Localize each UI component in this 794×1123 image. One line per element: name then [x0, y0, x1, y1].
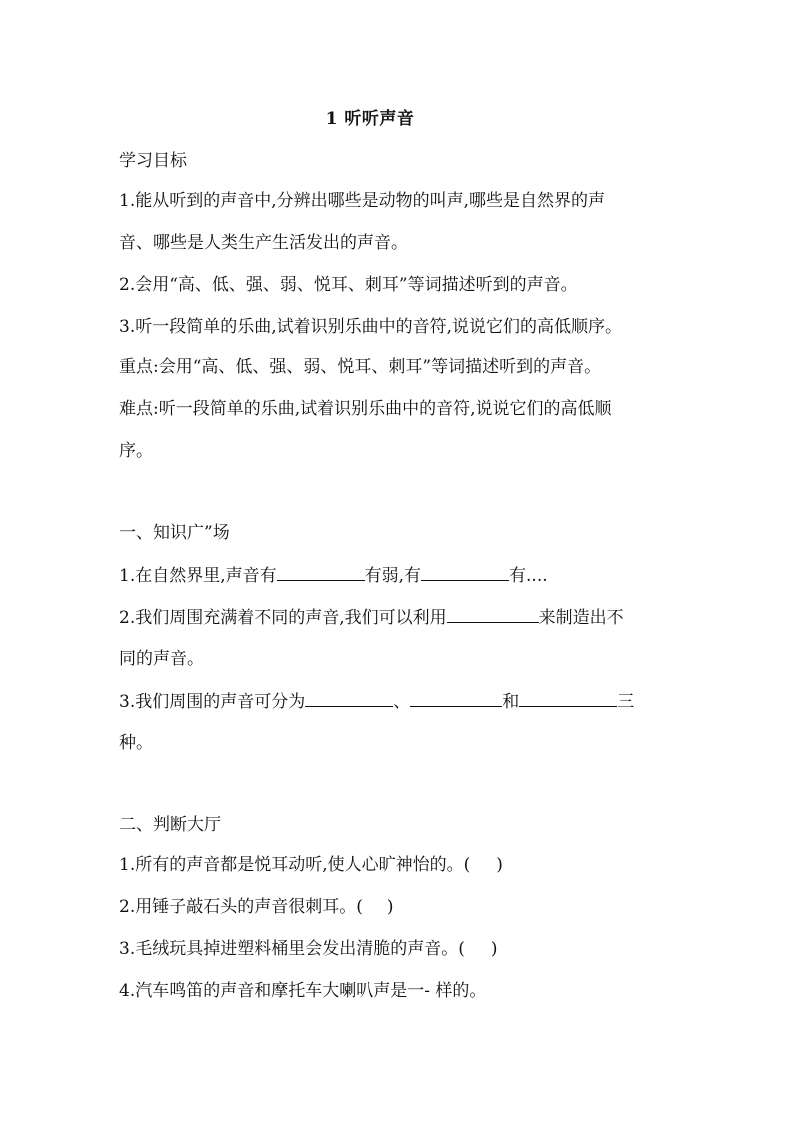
answer-blank[interactable]: [421, 564, 509, 581]
difficulty-line-1: 难点:听一段简单的乐曲,试着识别乐曲中的音符,说说它们的高低顺: [119, 399, 612, 419]
section-2-question-1: [119, 854, 503, 876]
judge-q1-text: 1.所有的声音都是悦耳动听,使人心旷神怡的。(: [119, 855, 471, 875]
difficulty-line-2: 序。: [119, 441, 153, 461]
objective-3: 3.听一段简单的乐曲,试着识别乐曲中的音符,说说它们的高低顺序。: [119, 317, 623, 337]
q3-text-d: 三: [617, 692, 635, 712]
judge-q3-text: 3.毛绒玩具掉进塑料桶里会发出清脆的声音。(: [119, 939, 465, 959]
section-1-question-1: [119, 564, 548, 587]
section-2-question-4: 4.汽车鸣笛的声音和摩托车大喇叭声是一- 样的。: [119, 981, 487, 1001]
q1-text-c: 有....: [509, 566, 548, 586]
q1-text-a: 1.在自然界里,声音有: [119, 566, 277, 586]
q2-text-a: 2.我们周围充满着不同的声音,我们可以利用: [119, 608, 447, 628]
objective-1-line-2: 音、哪些是人类生产生活发出的声音。: [119, 233, 408, 253]
section-1-question-2: [119, 606, 624, 629]
answer-blank[interactable]: [447, 606, 539, 623]
section-2-heading: 二、判断大厅: [119, 815, 221, 835]
answer-blank[interactable]: [305, 690, 393, 707]
judge-q2-close: ): [386, 897, 394, 917]
q2-text-b: 来制造出不: [538, 608, 624, 628]
section-1-question-3-line-2: 种。: [119, 733, 153, 753]
objective-1-line-1: 1.能从听到的声音中,分辨出哪些是动物的叫声,哪些是自然界的声: [119, 191, 606, 211]
key-point: 重点:会用“高、低、强、弱、悦耳、刺耳”等词描述听到的声音。: [119, 357, 602, 377]
section-2-question-3: [119, 938, 498, 960]
section-1-question-3: [119, 690, 634, 713]
section-1-heading: 一、知识广”场: [119, 523, 230, 543]
q3-text-c: 和: [502, 692, 520, 712]
objective-2: 2.会用“高、低、强、弱、悦耳、刺耳”等词描述听到的声音。: [119, 275, 578, 295]
objectives-heading: 学习目标: [119, 151, 187, 171]
q3-text-b: 、: [393, 692, 411, 712]
judge-q1-close: ): [496, 855, 503, 875]
answer-blank[interactable]: [519, 690, 617, 707]
q3-text-a: 3.我们周围的声音可分为: [119, 692, 306, 712]
q1-text-b: 有弱,有: [364, 566, 422, 586]
page-title: 1 听听声音: [325, 109, 415, 129]
judge-q3-close: ): [490, 939, 498, 959]
answer-blank[interactable]: [410, 690, 502, 707]
section-2-question-2: [119, 896, 394, 918]
answer-blank[interactable]: [277, 564, 365, 581]
section-1-question-2-line-2: 同的声音。: [119, 649, 204, 669]
judge-q2-text: 2.用锤子敲石头的声音很刺耳。(: [119, 897, 363, 917]
